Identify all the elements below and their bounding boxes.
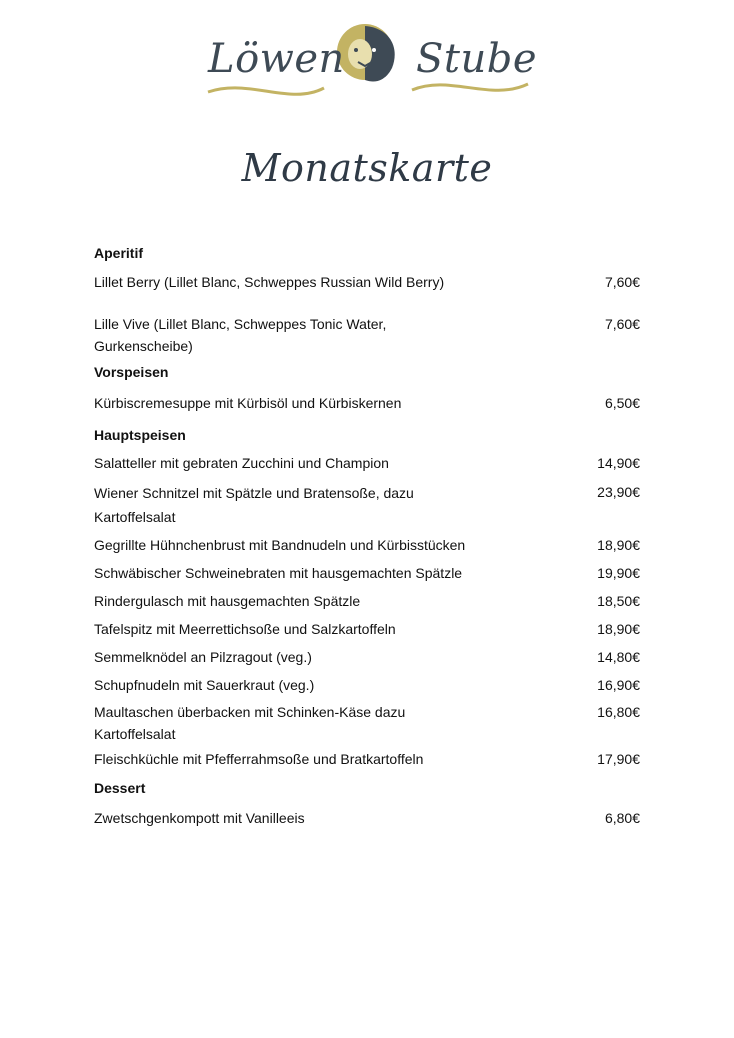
item-name: Tafelspitz mit Meerrettichsoße und Salzkartoffeln [94,621,396,637]
item-price: 7,60€ [604,274,640,290]
section-heading-vorspeisen: Vorspeisen [94,364,169,380]
item-name: Rindergulasch mit hausgemachten Spätzle [94,593,361,609]
item-name: Wiener Schnitzel mit Spätzle und Bratensoße, dazu Kartoffelsalat [94,485,414,525]
page-title: Monatskarte [241,146,493,190]
item-price: 6,80€ [604,810,640,826]
logo [200,18,538,100]
item-price: 18,90€ [597,537,640,553]
item-price: 16,80€ [597,704,640,720]
item-name: Maultaschen überbacken mit Schinken-Käse dazu Kartoffelsalat [94,704,406,742]
item-price: 14,80€ [597,649,640,665]
item-price: 16,90€ [597,677,640,693]
item-name: Schwäbischer Schweinebraten mit hausgemachten Spätzle [94,565,463,581]
item-name: Schupfnudeln mit Sauerkraut (veg.) [94,677,315,693]
item-price: 18,50€ [597,593,640,609]
item-name: Gegrillte Hühnchenbrust mit Bandnudeln und Kürbisstücken [94,537,466,553]
item-name: Fleischküchle mit Pfefferrahmsoße und Bratkartoffeln [94,751,424,767]
item-name: Lillet Berry (Lillet Blanc, Schweppes Russian Wild Berry) [94,274,445,290]
logo-word-right: Stube [416,36,538,82]
item-name: Lille Vive (Lillet Blanc, Schweppes Tonic Water, Gurkenscheibe) [94,316,387,354]
item-price: 6,50€ [604,395,640,411]
item-name: Kürbiscremesuppe mit Kürbisöl und Kürbiskernen [94,395,402,411]
section-heading-dessert: Dessert [94,780,146,796]
item-price: 19,90€ [597,565,640,581]
item-name: Salatteller mit gebraten Zucchini und Champion [94,455,389,471]
logo-word-left: Löwen [208,36,345,82]
section-heading-hauptspeisen: Hauptspeisen [94,427,186,443]
item-price: 18,90€ [597,621,640,637]
section-heading-aperitif: Aperitif [94,245,143,261]
item-price: 14,90€ [597,455,640,471]
item-name: Zwetschgenkompott mit Vanilleeis [94,810,305,826]
item-price: 7,60€ [604,316,640,332]
item-price: 17,90€ [597,751,640,767]
item-name: Semmelknödel an Pilzragout (veg.) [94,649,312,665]
item-price: 23,90€ [597,484,640,500]
